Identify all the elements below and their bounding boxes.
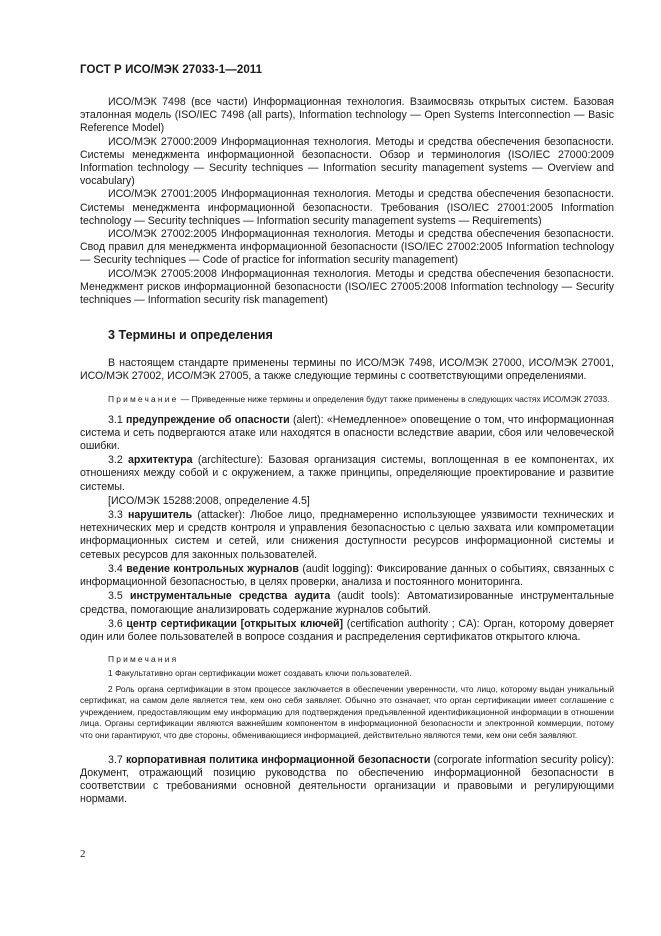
- term-definition: (corporate information security policy): Документ, отражающий позицию руководства по обеспечению информационной безопасности в соответствии с требованиями основной деятельности организации и правовыми и регулирующими нормами.: [80, 753, 615, 806]
- term-name: инструментальные средства аудита: [129, 590, 331, 603]
- term-3-5: [80, 590, 614, 616]
- term-name: ведение контрольных журналов: [126, 562, 299, 575]
- document-header: ГОСТ Р ИСО/МЭК 27033-1—2011: [80, 64, 263, 76]
- term-number: 3.4: [108, 562, 127, 575]
- notes-block: [80, 654, 614, 742]
- note: [80, 394, 614, 405]
- term-number: 3.7: [108, 753, 126, 766]
- intro-paragraph: В настоящем стандарте применены термины по ИСО/МЭК 7498, ИСО/МЭК 27000, ИСО/МЭК 27001, ИСО/МЭК 27002, ИСО/МЭК 27005, а также следующие термины с соответствующими определениями.: [80, 357, 614, 383]
- note-item: 1 Факультативно орган сертификации может создавать ключи пользователей.: [108, 668, 412, 679]
- document-page: [80, 64, 614, 807]
- term-number: 3.3: [108, 509, 128, 522]
- term-definition: (architecture): Базовая организация системы, воплощенная в ее компонентах, их отношениях между собой и с окружением, а также принципы, определяющие проектирование и развитие системы.: [80, 454, 614, 493]
- reference-item: ИСО/МЭК 27001:2005 Информационная технология. Методы и средства обеспечения безопасности. Системы менеджмента информационной безопасности. Требования (ISO/IEC 27001:2005 Information technology — Security techniques — Information security management systems — Requirements): [80, 188, 614, 227]
- reference-item: ИСО/МЭК 7498 (все части) Информационная технология. Взаимосвязь открытых систем. Базовая эталонная модель (ISO/IEC 7498 (all parts), Information technology — Open Systems Interconnection — Basic Reference Model): [80, 96, 614, 135]
- term-number: 3.2: [108, 454, 128, 467]
- note-text: — Приведенные ниже термины и определения будут также применены в следующих частях ИСО/МЭК 27033.: [178, 393, 610, 404]
- reference-item: ИСО/МЭК 27002:2005 Информационная технология. Методы и средства обеспечения безопасности. Свод правил для менеджмента информационной безопасности (ISO/IEC 27002:2005 Information technology — Security techniques — Code of practice for information security management): [80, 228, 614, 267]
- term-definition: (attacker): Любое лицо, преднамеренно использующее уязвимости технических и нетехнических мер и средств контроля и управления безопасностью с целью захвата или компрометации информационных систем и сетей, или снижения доступности ресурсов информационной системы и сетевых ресурсов для законных пользователей.: [80, 509, 614, 561]
- term-3-6: [80, 618, 614, 644]
- term-3-2: [80, 454, 614, 494]
- section-title: 3 Термины и определения: [108, 328, 273, 343]
- term-number: 3.1: [108, 413, 127, 426]
- term-name: корпоративная политика информационной безопасности: [125, 753, 431, 766]
- term-name: нарушитель: [127, 509, 193, 522]
- note-label: Примечание: [108, 393, 179, 404]
- reference-item: ИСО/МЭК 27005:2008 Информационная технология. Методы и средства обеспечения безопасности. Менеджмент рисков информационной безопасности (ISO/IEC 27005:2008 Information technology — Security techniques — Information security risk management): [80, 267, 614, 307]
- reference-item: ИСО/МЭК 27000:2009 Информационная технология. Методы и средства обеспечения безопасности. Системы менеджмента информационной безопасности. Обзор и терминология (ISO/IEC 27000:2009 Information technology — Security techniques — Information security management systems — Overview and vocabulary): [80, 135, 614, 188]
- term-name: центр сертификации [открытых ключей]: [126, 617, 344, 630]
- term-name: архитектура: [127, 454, 193, 467]
- normative-references: [80, 96, 614, 307]
- citation: [ИСО/МЭК 15288:2008, определение 4.5]: [108, 494, 310, 507]
- term-number: 3.6: [108, 617, 127, 630]
- term-3-3: [80, 509, 614, 562]
- notes-label: Примечания: [108, 654, 179, 665]
- term-3-4: [80, 563, 614, 589]
- term-3-1: [80, 414, 614, 454]
- term-definition: (alert): «Немедленное» оповещение о том, что информационная система и сеть подвергаются атаке или находятся в опасности вследствие аварии, сбоя или человеческой ошибки.: [80, 413, 615, 453]
- page-number: 2: [80, 848, 86, 860]
- term-definition: (certification authority ; CA): Орган, которому доверяет один или более пользователей в вопросе создания и распределения сертификатов открытого ключа.: [80, 617, 614, 643]
- term-3-7: [80, 754, 614, 807]
- note-item: 2 Роль органа сертификации в этом процессе заключается в обеспечении уверенности, что лицо, которому выдан уникальный сертификат, на самом деле является тем, кем оно себя заявляет. Обычно это означает, что орган сертификации имеет соглашение с учреждением, предоставляющим ему информацию для подтверждения предъявленной идентификационной информации в отношении лица. Органы сертификации являются важнейшим компонентом в информационной безопасности и электронной коммерции, потому что они гарантируют, что две стороны, обменивающиеся информацией, действительно являются теми, кем они себя заявляют.: [80, 683, 614, 741]
- term-name: предупреждение об опасности: [126, 413, 290, 426]
- term-definition: (audit tools): Автоматизированные инструментальные средства, помогающие анализировать содержание журналов событий.: [80, 590, 614, 616]
- term-number: 3.5: [108, 590, 130, 603]
- term-definition: (audit logging): Фиксирование данных о событиях, связанных с информационной безопасностью, в целях проверки, анализа и постоянного мониторинга.: [80, 562, 614, 589]
